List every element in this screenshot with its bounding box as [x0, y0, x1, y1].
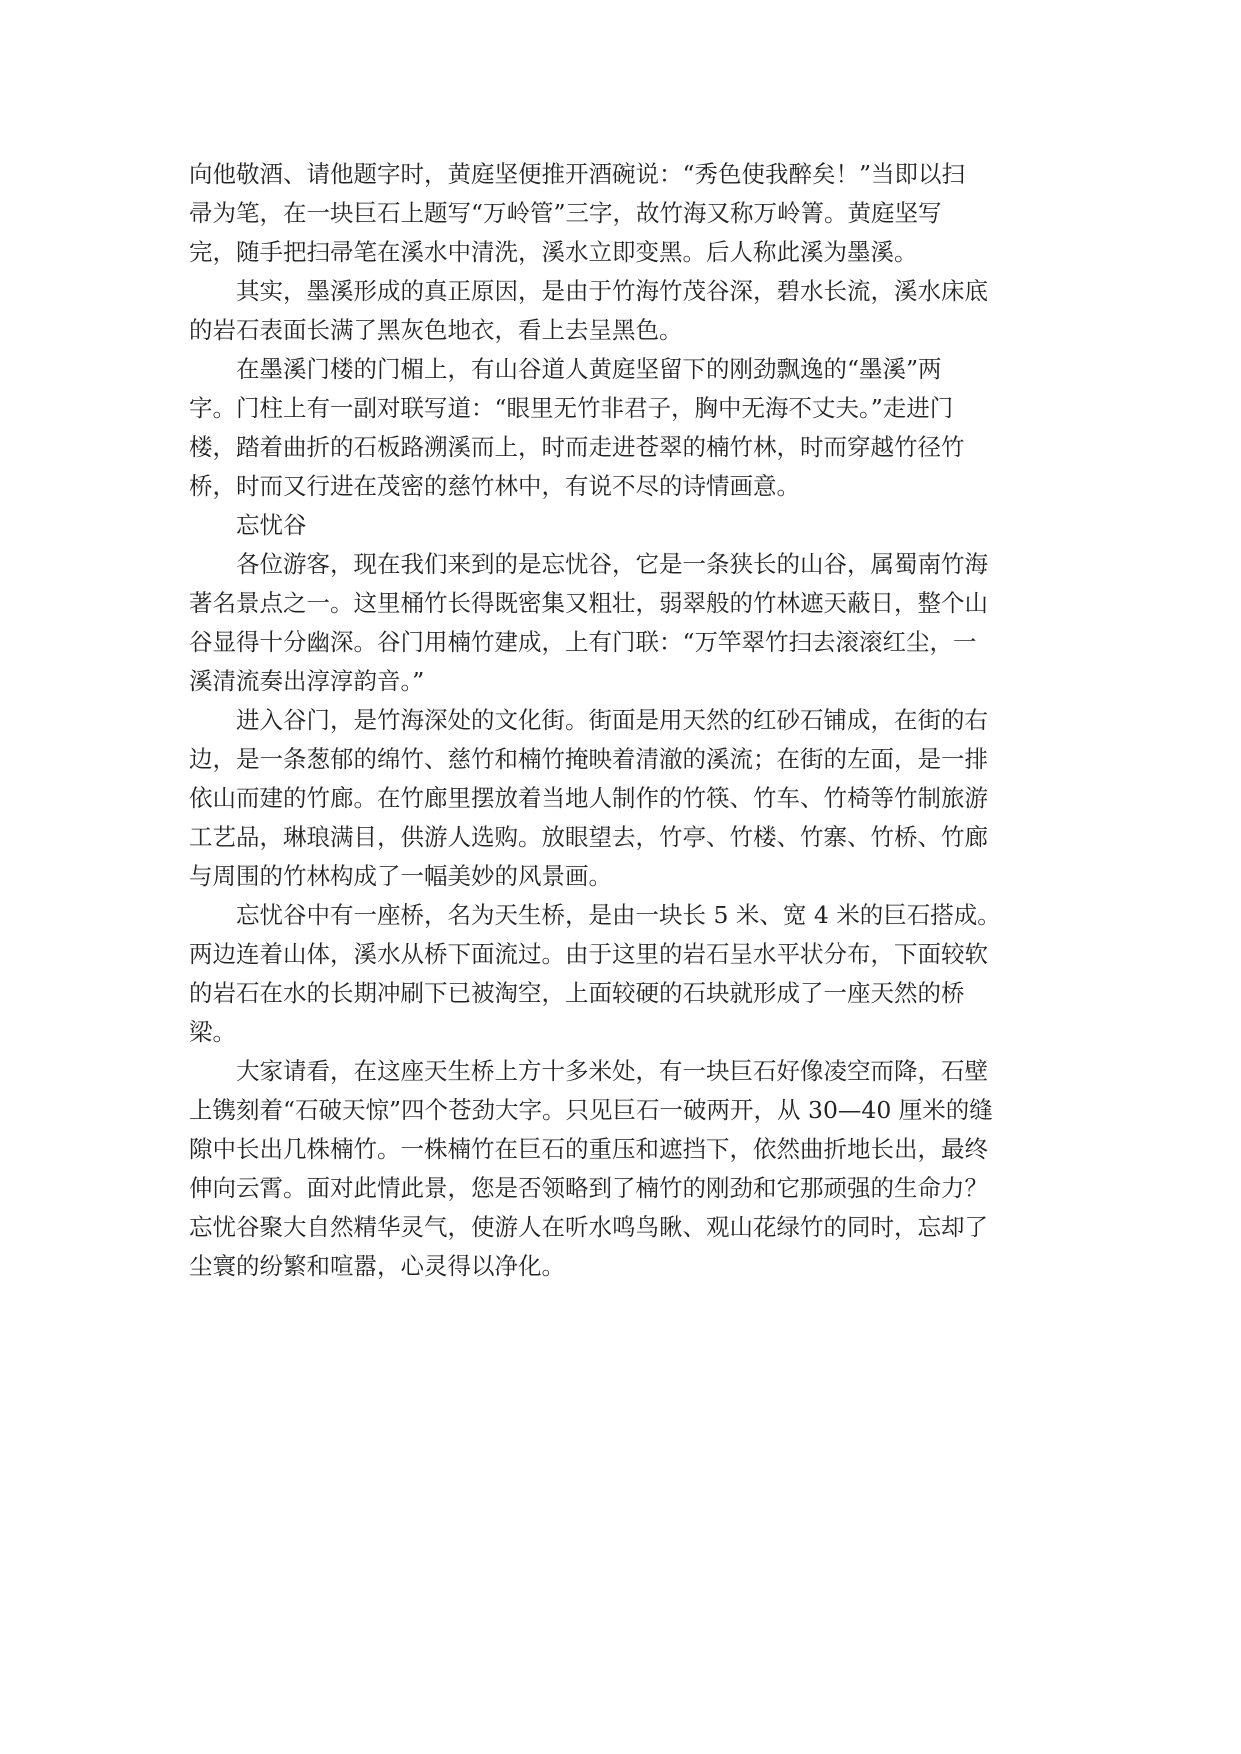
text-line: 在墨溪门楼的门楣上，有山谷道人黄庭坚留下的刚劲飘逸的“墨溪”两 [236, 355, 942, 383]
text-line: 依山而建的竹廊。在竹廊里摆放着当地人制作的竹筷、竹车、竹椅等竹制旅游 [189, 784, 988, 812]
text-line: 谷显得十分幽深。谷门用楠竹建成，上有门联：“万竿翠竹扫去滚滚红尘，一 [189, 628, 977, 656]
text-line: 字。门柱上有一副对联写道：“眼里无竹非君子，胸中无海不丈夫。”走进门 [189, 394, 954, 422]
document-body [189, 155, 1053, 1286]
text-line: 忘忧谷聚大自然精华灵气，使游人在听水鸣鸟瞅、观山花绿竹的同时，忘却了 [189, 1213, 988, 1241]
text-line: 忘忧谷 [236, 511, 307, 539]
text-line: 伸向云霄。面对此情此景，您是否领略到了楠竹的刚劲和它那顽强的生命力？ [189, 1174, 988, 1202]
text-line: 桥，时而又行进在茂密的慈竹林中，有说不尽的诗情画意。 [189, 472, 800, 500]
text-line: 梁。 [189, 1018, 236, 1046]
text-line: 的岩石表面长满了黑灰色地衣，看上去呈黑色。 [189, 316, 683, 344]
text-line: 著名景点之一。这里桶竹长得既密集又粗壮，弱翠般的竹林遮天蔽日，整个山 [189, 589, 988, 617]
paragraph [189, 896, 1053, 1052]
text-line: 的岩石在水的长期冲刷下已被淘空，上面较硬的石块就形成了一座天然的桥 [189, 979, 965, 1007]
paragraph [189, 701, 1053, 896]
paragraph [189, 350, 1053, 506]
paragraph [189, 506, 1053, 545]
paragraph [189, 545, 1053, 701]
text-line: 完，随手把扫帚笔在溪水中清洗，溪水立即变黑。后人称此溪为墨溪。 [189, 238, 918, 266]
text-line: 溪清流奏出淳淳韵音。” [189, 667, 425, 695]
text-line: 边，是一条葱郁的绵竹、慈竹和楠竹掩映着清澈的溪流；在街的左面，是一排 [189, 745, 988, 773]
paragraph [189, 155, 1053, 272]
text-line: 尘寰的纷繁和喧嚣，心灵得以净化。 [189, 1252, 565, 1280]
text-line: 上镌刻着“石破天惊”四个苍劲大字。只见巨石一破两开，从 30—40 厘米的缝 [189, 1096, 993, 1124]
text-line: 大家请看，在这座天生桥上方十多米处，有一块巨石好像凌空而降，石壁 [236, 1057, 988, 1085]
text-line: 进入谷门，是竹海深处的文化街。街面是用天然的红砂石铺成，在街的右 [236, 706, 988, 734]
text-line: 工艺品，琳琅满目，供游人选购。放眼望去，竹亭、竹楼、竹寨、竹桥、竹廊 [189, 823, 988, 851]
paragraph [189, 1052, 1053, 1286]
text-line: 忘忧谷中有一座桥，名为天生桥，是由一块长 5 米、宽 4 米的巨石搭成。 [236, 901, 1001, 929]
text-line: 各位游客，现在我们来到的是忘忧谷，它是一条狭长的山谷，属蜀南竹海 [236, 550, 988, 578]
paragraph [189, 272, 1053, 350]
text-line: 两边连着山体，溪水从桥下面流过。由于这里的岩石呈水平状分布，下面较软 [189, 940, 988, 968]
text-line: 与周围的竹林构成了一幅美妙的风景画。 [189, 862, 612, 890]
text-line: 其实，墨溪形成的真正原因，是由于竹海竹茂谷深，碧水长流，溪水床底 [236, 277, 988, 305]
text-line: 向他敬酒、请他题字时，黄庭坚便推开酒碗说：“秀色使我醉矣！”当即以扫 [189, 160, 966, 188]
text-line: 隙中长出几株楠竹。一株楠竹在巨石的重压和遮挡下，依然曲折地长出，最终 [189, 1135, 988, 1163]
text-line: 帚为笔，在一块巨石上题写“万岭管”三字，故竹海又称万岭箐。黄庭坚写 [189, 199, 942, 227]
text-line: 楼，踏着曲折的石板路溯溪而上，时而走进苍翠的楠竹林，时而穿越竹径竹 [189, 433, 965, 461]
